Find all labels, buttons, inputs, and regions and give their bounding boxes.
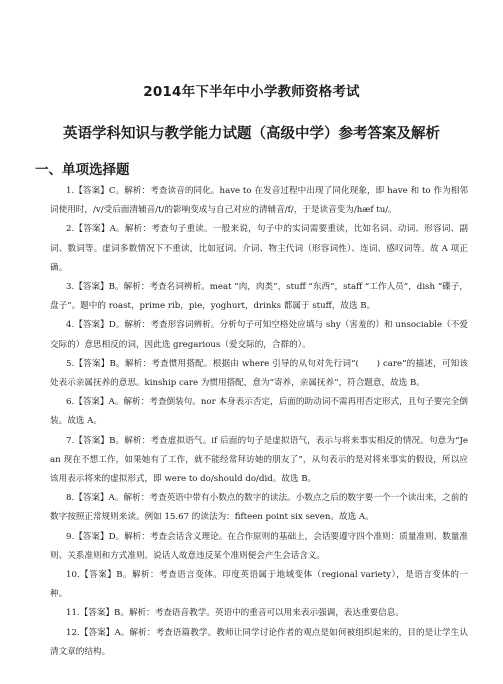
answer-item: 9.【答案】D。解析：考查会话含义理论。在合作原则的基础上，会话要遵守四个准则：质量准则、数量准则、关系准则和方式准则。说话人故意违反某个准则便会产生会话含义。	[50, 531, 468, 561]
answer-item: 1.【答案】C。解析：考查读音的同化。have to 在发音过程中出现了同化现象，即 have 和 to 作为相邻词使用时，/v/受后面清辅音/t/的影响变成与自己对应的清辅音/f/，于是读音变为/hæf tu/。	[50, 186, 468, 216]
document-title: 2014年下半年中小学教师资格考试	[143, 84, 360, 100]
answer-item: 3.【答案】B。解析：考查名词辨析。meat “肉，肉类”，stuff “东西”，staff “工作人员”，dish “碟子，盘子”。题中的 roast，prime rib，pie，yoghurt，drinks 都属于 stuff，故选 B。	[50, 282, 468, 312]
answer-item: 10.【答案】B。解析：考查语言变体。印度英语属于地域变体（regional variety），是语言变体的一种。	[50, 570, 468, 600]
answer-item: 11.【答案】B。解析：考查语音教学。英语中的重音可以用来表示强调，表达重要信息。	[66, 608, 404, 619]
section-heading: 一、单项选择题	[35, 162, 130, 178]
answer-item: 6.【答案】A。解析：考查倒装句。nor 本身表示否定，后面的助动词不需再用否定形式，且句子要完全倒装。故选 A。	[50, 397, 468, 427]
answer-item: 5.【答案】B。解析：考查惯用搭配。根据由 where 引导的从句对先行词“( ) care”的描述，可知该处表示亲属抚养的意思。kinship care 为惯用搭配，意为“寄养，亲属抚养”，符合题意，故选 B。	[50, 358, 468, 389]
answer-item: 8.【答案】A。解析：考查英语中带有小数点的数字的读法。小数点之后的数字要一个一个读出来，之前的数字按照正常规则来读。例如 15.67 的读法为：fifteen point six seven。故选 A。	[50, 493, 468, 523]
answer-item: 7.【答案】B。解析：考查虚拟语气。if 后面的句子是虚拟语气，表示与将来事实相反的情况。句意为“Jean 现在不想工作，如果她有了工作，就不能经常拜访她的朋友了”，从句表示的是对将来事实的假设，所以应该用表示将来的虚拟形式，即 were to do/should do/did。故选 B。	[50, 435, 468, 485]
answer-item: 2.【答案】A。解析：考查句子重读。一般来说，句子中的实词需要重读，比如名词、动词、形容词、副词、数词等。虚词多数情况下不重读，比如冠词、介词、物主代词（形容词性）、连词、感叹词等。故 A 项正确。	[50, 224, 468, 273]
answer-item: 12.【答案】A。解析：考查语篇教学。教师让同学讨论作者的观点是如何被组织起来的，目的是让学生认清文章的结构。	[50, 627, 468, 657]
document-subtitle: 英语学科知识与教学能力试题（高级中学）参考答案及解析	[63, 126, 440, 142]
answer-item: 4.【答案】D。解析：考查形容词辨析。分析句子可知空格处应填与 shy（害羞的）和 unsociable（不爱交际的）意思相反的词，因此选 gregarious（爱交际的，合群的）。	[50, 320, 468, 350]
answer-list	[50, 182, 468, 662]
